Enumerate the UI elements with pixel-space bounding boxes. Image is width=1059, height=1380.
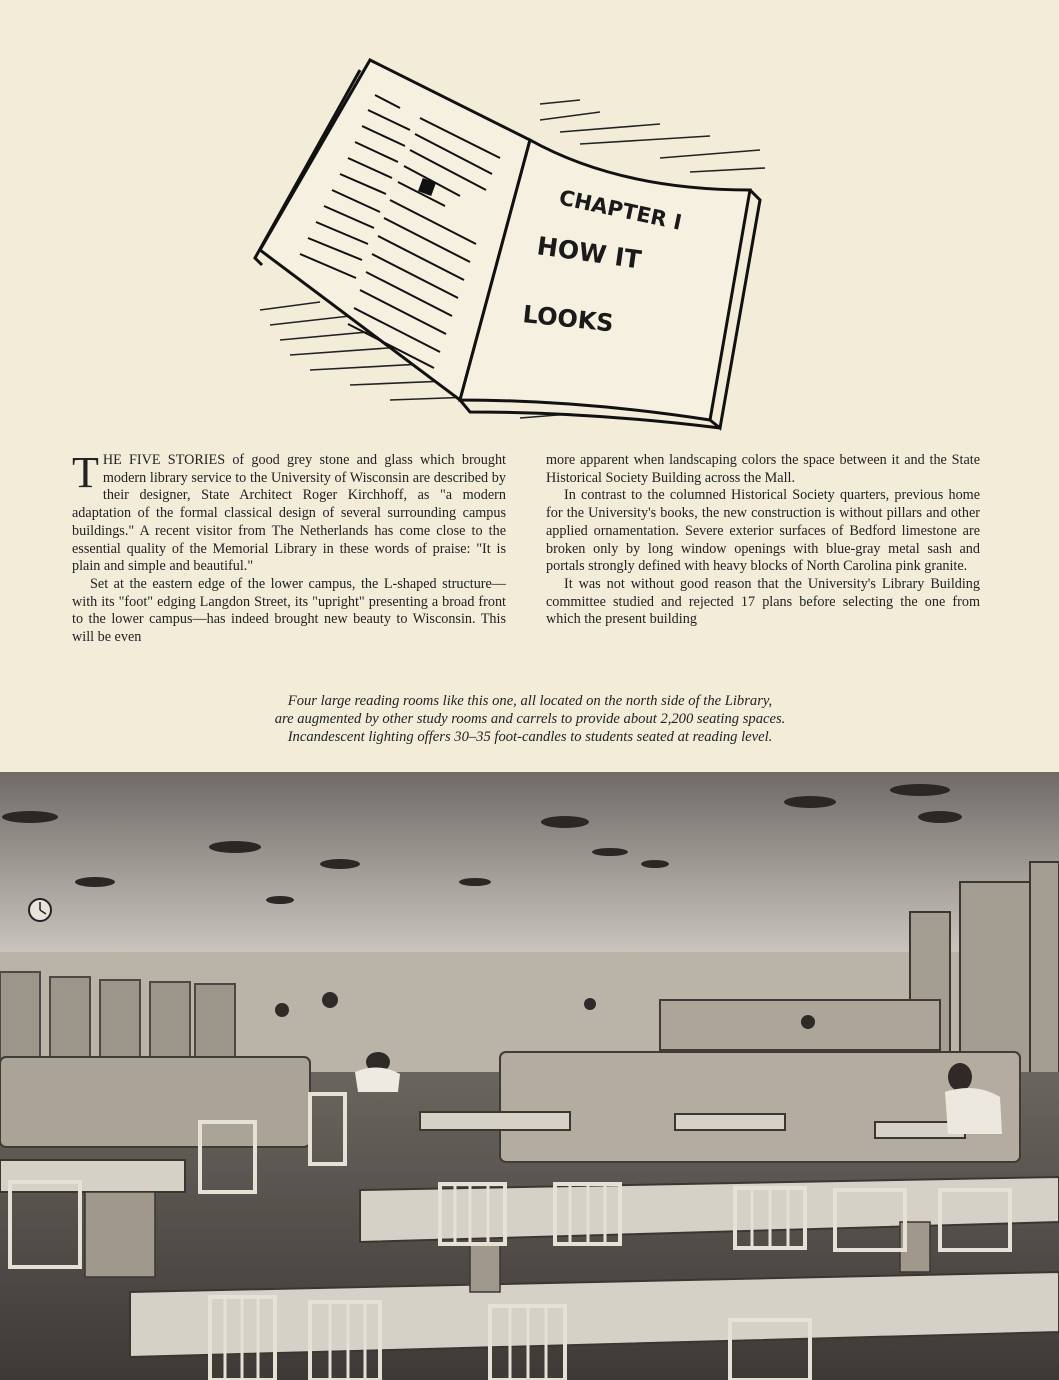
reading-room-image — [0, 772, 1059, 1380]
caption-line: Incandescent lighting offers 30–35 foot-candles to students seated at reading level. — [287, 729, 773, 745]
paragraph: Set at the eastern edge of the lower campus, the L-shaped structure—with its "foot" edging Langdon Street, its "upright" presenting a broad front to the lower campus—has indeed brought new beauty to Wisconsin. This will be even — [72, 575, 506, 646]
chapter-title-line1: HOW IT — [535, 231, 643, 275]
paragraph: It was not without good reason that the University's Library Building committee studied and rejected 17 plans before selecting the one from which the present building — [546, 575, 980, 628]
caption-line: are augmented by other study rooms and carrels to provide about 2,200 seating spaces. — [274, 711, 786, 727]
paragraph-text: HE FIVE STORIES of good grey stone and glass which brought modern library service to the University of Wisconsin are described by their designer, State Architect Roger Kirchhoff, as "a modern adaptation of the formal classical design of several surrounding campus buildings." A recent visitor from The Netherlands has come close to the essential quality of the Memorial Library in these words of praise: "It is plain and simple and beautiful." — [72, 452, 506, 575]
column-left — [72, 448, 506, 672]
column-right — [546, 452, 980, 672]
reading-room-photo — [0, 772, 1059, 1380]
paragraph: more apparent when landscaping colors the space between it and the State Historical Society Building across the Mall. — [546, 452, 980, 486]
paragraph — [72, 448, 506, 576]
chapter-title-line2: LOOKS — [521, 300, 615, 338]
open-book-illustration — [240, 40, 780, 440]
photo-caption — [140, 692, 920, 746]
book-drawing — [240, 40, 780, 440]
article-body — [72, 448, 980, 672]
chapter-label: CHAPTER I — [556, 185, 684, 235]
caption-line: Four large reading rooms like this one, all located on the north side of the Library, — [287, 693, 773, 709]
paragraph: In contrast to the columned Historical Society quarters, previous home for the University's books, the new construction is without pillars and other applied ornamentation. Severe exterior surfaces of Bedford limestone are broken only by long window openings with blue-gray metal sash and portals strongly defined with heavy blocks of North Carolina pink granite. — [546, 487, 980, 575]
drop-cap: T — [72, 448, 99, 497]
